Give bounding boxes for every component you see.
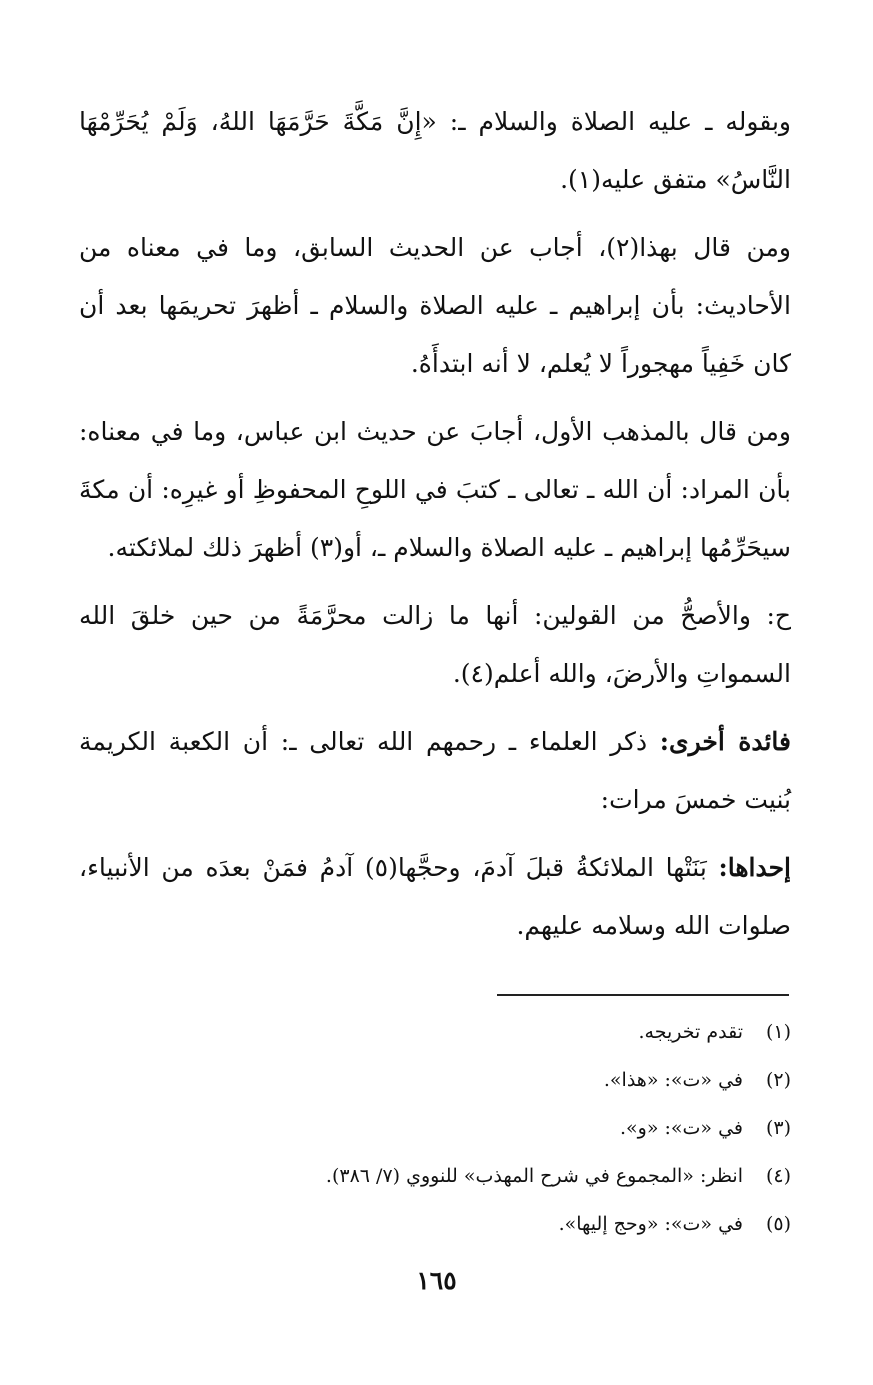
paragraph-text: بَنَتْها الملائكةُ قبلَ آدمَ، وحجَّها(٥) آدمُ فمَنْ بعدَه من الأنبياء، صلوات الله وسلامه عليهم.	[79, 853, 791, 940]
footnotes	[79, 1008, 791, 1248]
footnote-number: (٥)	[765, 1213, 791, 1235]
paragraph-3	[79, 403, 791, 577]
paragraph-5	[79, 713, 791, 829]
footnote-number: (٣)	[765, 1117, 791, 1139]
footnote-divider	[497, 994, 789, 996]
paragraph-text: وبقوله ـ عليه الصلاة والسلام ـ: «إِنَّ مَكَّةَ حَرَّمَهَا اللهُ، وَلَمْ يُحَرِّمْهَا النَّاسُ» متفق عليه(١).	[79, 107, 791, 194]
footnote-number: (٤)	[765, 1165, 791, 1187]
paragraph-text: ح: والأصحُّ من القولين: أنها ما زالت محرَّمَةً من حين خلقَ الله السمواتِ والأرضَ، والله أعلم(٤).	[79, 601, 791, 688]
footnote-number: (١)	[765, 1021, 791, 1043]
footnote-5	[79, 1200, 791, 1248]
footnote-text: تقدم تخريجه.	[638, 1021, 743, 1043]
paragraph-4	[79, 587, 791, 703]
footnote-text: في «ت»: «وحج إليها».	[558, 1213, 743, 1235]
paragraph-text: ومن قال بهذا(٢)، أجاب عن الحديث السابق، وما في معناه من الأحاديث: بأن إبراهيم ـ عليه الصلاة والسلام ـ أظهرَ تحريمَها بعد أن كان خَفِياً مهجوراً لا يُعلم، لا أنه ابتدأَهُ.	[79, 233, 791, 378]
paragraph-2	[79, 219, 791, 393]
paragraph-text: ذكر العلماء ـ رحمهم الله تعالى ـ: أن الكعبة الكريمة بُنيت خمسَ مرات:	[79, 727, 791, 814]
footnote-text: في «ت»: «و».	[620, 1117, 743, 1139]
footnote-3	[79, 1104, 791, 1152]
paragraph-lead: فائدة أخرى:	[659, 727, 791, 756]
paragraph-lead: إحداها:	[718, 853, 791, 882]
page-number: ١٦٥	[416, 1266, 457, 1295]
footnote-4	[79, 1152, 791, 1200]
footnote-2	[79, 1056, 791, 1104]
paragraph-text: ومن قال بالمذهب الأول، أجابَ عن حديث ابن عباس، وما في معناه: بأن المراد: أن الله ـ تعالى ـ كتبَ في اللوحِ المحفوظِ أو غيرِه: أن مكةَ سيحَرِّمُها إبراهيم ـ عليه الصلاة والسلام ـ، أو(٣) أظهرَ ذلك لملائكته.	[79, 417, 791, 562]
footnote-text: في «ت»: «هذا».	[603, 1069, 743, 1091]
main-text	[79, 93, 791, 965]
footnote-1	[79, 1008, 791, 1056]
footnote-text: انظر: «المجموع في شرح المهذب» للنووي (٧/ ٣٨٦).	[325, 1165, 743, 1187]
paragraph-1	[79, 93, 791, 209]
footnote-number: (٢)	[765, 1069, 791, 1091]
paragraph-6	[79, 839, 791, 955]
